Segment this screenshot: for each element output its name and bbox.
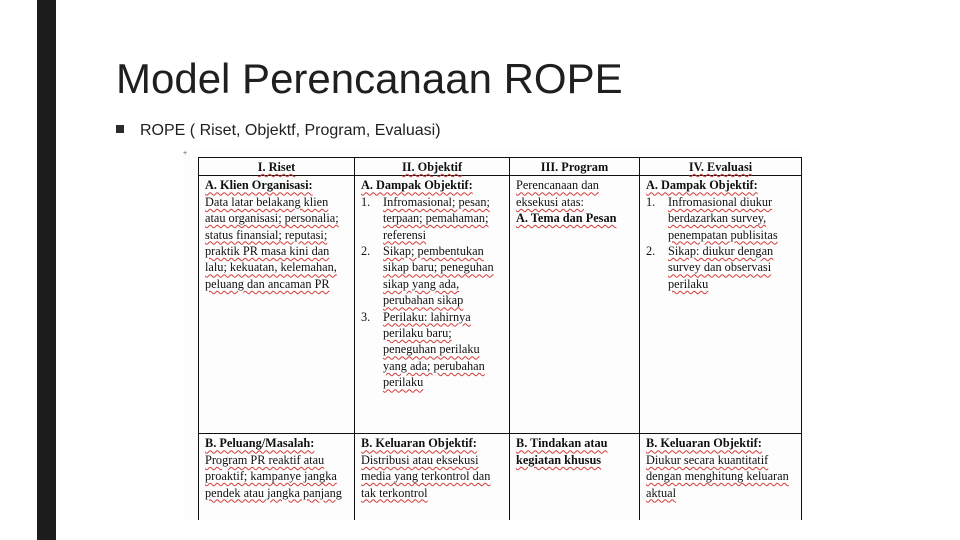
evaluasi-a-cell (640, 176, 802, 434)
table-row (199, 434, 802, 520)
rope-table (198, 157, 802, 520)
program-a-body: Perencanaan dan eksekusi atas: (516, 178, 599, 209)
objektif-a-cell (355, 176, 510, 434)
riset-a-body: Data latar belakang klien atau organisasi; personalia; status finansial; reputasi; praktik PR masa kini dan lalu; kekuatan, kelemahan, peluang dan ancaman PR (205, 194, 339, 291)
program-b-cell (510, 434, 640, 520)
objektif-b-cell (355, 434, 510, 520)
left-accent-bar (37, 0, 56, 540)
list-item: 1. Infromasional; pesan; terpaan; pemahaman; referensi (361, 194, 490, 242)
list-item: 2. Sikap: diukur dengan survey dan observasi perilaku (646, 244, 774, 291)
list-item: 3. Perilaku: lahirnya perilaku baru; peneguhan perilaku yang ada; perubahan perilaku (361, 309, 485, 390)
riset-a-cell (199, 176, 355, 434)
riset-b-cell (199, 434, 355, 520)
objektif-b-title: B. Keluaran Objektif: (361, 436, 477, 451)
objektif-a-list (361, 194, 505, 391)
riset-a-title: A. Klien Organisasi: (205, 178, 313, 193)
bullet-square-icon (116, 125, 124, 133)
list-item: 1. Infromasional diukur berdazarkan survey, penempatan publisitas (646, 194, 778, 242)
header-objektif: II. Objektif (355, 158, 510, 176)
evaluasi-a-title: A. Dampak Objektif: (646, 178, 758, 193)
program-b-title: B. Tindakan atau kegiatan khusus (516, 436, 608, 467)
riset-b-title: B. Peluang/Masalah: (205, 436, 315, 451)
slide-title: Model Perencanaan ROPE (116, 55, 623, 102)
evaluasi-b-body: Diukur secara kuantitatif dengan menghitung keluaran aktual (646, 452, 789, 500)
program-a-cell (510, 176, 640, 434)
list-item: 2. Sikap; pembentukan sikap baru; peneguhan sikap yang ada, perubahan sikap (361, 244, 494, 308)
table-row (199, 176, 802, 434)
table-header-row (199, 158, 802, 176)
table-move-handle-icon[interactable]: + (183, 150, 188, 157)
riset-b-body: Program PR reaktif atau proaktif; kampanye jangka pendek atau jangka panjang (205, 452, 342, 500)
header-program: III. Program (510, 158, 640, 176)
bullet-item (116, 122, 441, 140)
objektif-b-body: Distribusi atau eksekusi media yang terkontrol dan tak terkontrol (361, 452, 491, 500)
evaluasi-a-list (646, 194, 797, 292)
program-a-title: A. Tema dan Pesan (516, 211, 617, 226)
evaluasi-b-title: B. Keluaran Objektif: (646, 436, 762, 451)
bullet-text: ROPE ( Riset, Objektf, Program, Evaluasi) (140, 122, 441, 139)
rope-table-image (183, 150, 803, 520)
evaluasi-b-cell (640, 434, 802, 520)
header-riset: I. Riset (199, 158, 355, 176)
objektif-a-title: A. Dampak Objektif: (361, 178, 473, 193)
header-evaluasi: IV. Evaluasi (640, 158, 802, 176)
